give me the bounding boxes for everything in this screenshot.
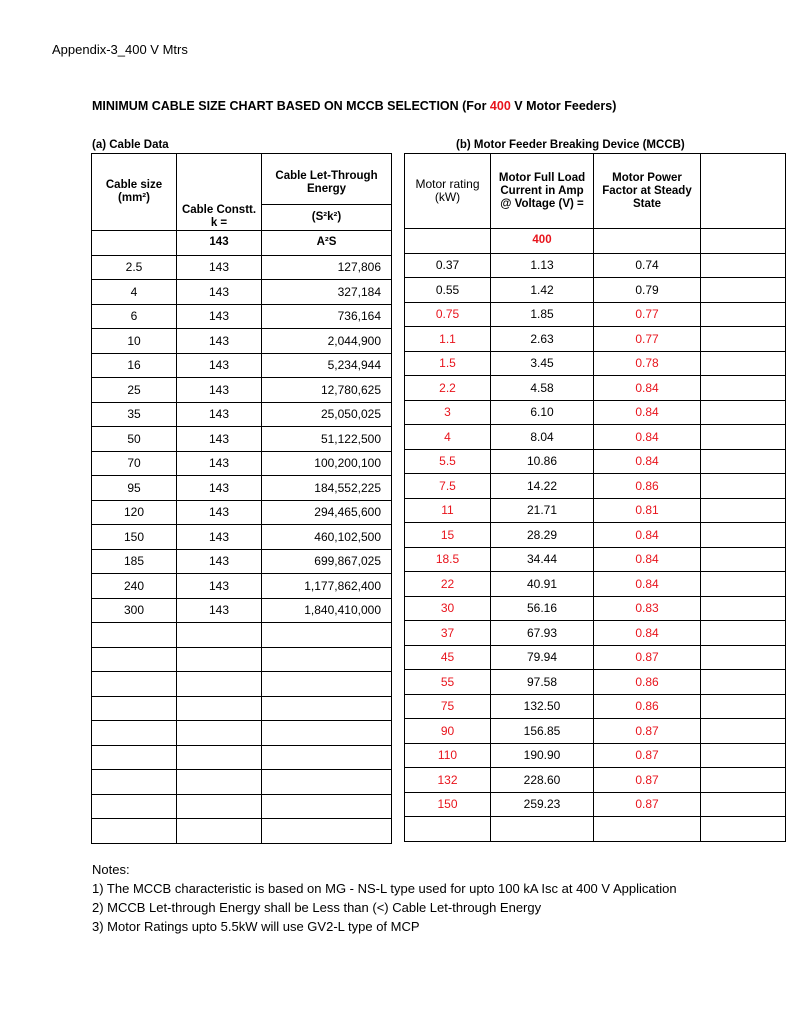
table-row	[405, 694, 786, 719]
cell-constant	[177, 672, 262, 697]
table-row	[92, 549, 392, 574]
cell-extra	[701, 449, 786, 474]
table-row	[92, 378, 392, 403]
cell-let-through-energy: 1,840,410,000	[262, 598, 392, 623]
cell-motor-rating: 18.5	[405, 547, 491, 572]
cell-power-factor: 0.86	[594, 694, 701, 719]
table-row	[405, 302, 786, 327]
cell-constant	[177, 819, 262, 844]
cell-full-load-current: 259.23	[491, 792, 594, 817]
header-constant-value: 143	[177, 231, 262, 256]
cell-constant: 143	[177, 598, 262, 623]
section-a-heading: (a) Cable Data	[92, 139, 169, 151]
table-row	[405, 376, 786, 401]
cell-let-through-energy	[262, 819, 392, 844]
table-row	[405, 670, 786, 695]
cell-extra	[701, 547, 786, 572]
table-row	[92, 476, 392, 501]
cell-constant: 143	[177, 476, 262, 501]
empty-row	[92, 696, 392, 721]
cell-cable-size: 185	[92, 549, 177, 574]
empty-row	[92, 623, 392, 648]
cell-motor-rating: 5.5	[405, 449, 491, 474]
cell-let-through-energy	[262, 696, 392, 721]
cell-extra	[701, 278, 786, 303]
cell-power-factor: 0.77	[594, 327, 701, 352]
cell-cable-size: 35	[92, 402, 177, 427]
header-motor-rating: Motor rating (kW)	[405, 154, 491, 229]
cell-constant	[177, 696, 262, 721]
cell-motor-rating: 2.2	[405, 376, 491, 401]
cell-cable-size: 16	[92, 353, 177, 378]
cell-power-factor: 0.84	[594, 547, 701, 572]
cell-motor-rating: 45	[405, 645, 491, 670]
cell-constant: 143	[177, 402, 262, 427]
cell-constant: 143	[177, 304, 262, 329]
cell-cable-size: 240	[92, 574, 177, 599]
header-voltage-value: 400	[491, 229, 594, 254]
cell-cable-size	[92, 623, 177, 648]
cell-cable-size: 2.5	[92, 255, 177, 280]
cell-power-factor: 0.87	[594, 768, 701, 793]
cell-power-factor: 0.79	[594, 278, 701, 303]
title-suffix: V Motor Feeders)	[510, 99, 617, 113]
cell-power-factor: 0.87	[594, 719, 701, 744]
cell-constant	[177, 721, 262, 746]
cell-constant: 143	[177, 451, 262, 476]
table-row	[92, 451, 392, 476]
cell-full-load-current: 28.29	[491, 523, 594, 548]
cell-full-load-current: 2.63	[491, 327, 594, 352]
cell-extra	[701, 596, 786, 621]
empty-row	[92, 794, 392, 819]
header-blank	[594, 229, 701, 254]
cell-let-through-energy	[262, 745, 392, 770]
cell-power-factor: 0.84	[594, 376, 701, 401]
header-let-through-energy: Cable Let-Through Energy	[262, 154, 392, 205]
cell-let-through-energy: 5,234,944	[262, 353, 392, 378]
cell-motor-rating: 132	[405, 768, 491, 793]
cell-let-through-energy: 1,177,862,400	[262, 574, 392, 599]
cell-cable-size: 95	[92, 476, 177, 501]
header-full-load-current: Motor Full Load Current in Amp @ Voltage (V) =	[491, 154, 594, 229]
cell-extra	[701, 253, 786, 278]
cell-power-factor: 0.81	[594, 498, 701, 523]
cell-extra	[701, 425, 786, 450]
table-row	[405, 498, 786, 523]
table-row	[405, 572, 786, 597]
table-row	[92, 329, 392, 354]
cell-motor-rating: 110	[405, 743, 491, 768]
section-b-heading: (b) Motor Feeder Breaking Device (MCCB)	[456, 139, 685, 151]
table-row	[92, 598, 392, 623]
table-row	[405, 792, 786, 817]
cell-power-factor: 0.74	[594, 253, 701, 278]
cell-motor-rating: 37	[405, 621, 491, 646]
empty-row	[92, 745, 392, 770]
cell-constant	[177, 623, 262, 648]
table-row	[405, 449, 786, 474]
cell-full-load-current: 10.86	[491, 449, 594, 474]
cell-motor-rating: 1.5	[405, 351, 491, 376]
cell-let-through-energy: 25,050,025	[262, 402, 392, 427]
cell-constant	[177, 647, 262, 672]
cell-extra	[701, 474, 786, 499]
table-row	[405, 621, 786, 646]
cell-let-through-energy: 51,122,500	[262, 427, 392, 452]
header-blank	[92, 231, 177, 256]
cell-cable-size: 300	[92, 598, 177, 623]
cell-full-load-current: 1.42	[491, 278, 594, 303]
table-row	[405, 768, 786, 793]
appendix-label: Appendix-3_400 V Mtrs	[52, 42, 188, 57]
cell-constant: 143	[177, 427, 262, 452]
cell-extra	[701, 523, 786, 548]
table-row	[92, 255, 392, 280]
cell-let-through-energy	[262, 770, 392, 795]
cell-cable-size: 50	[92, 427, 177, 452]
notes-block	[92, 860, 768, 936]
table-row	[405, 596, 786, 621]
table-row	[405, 253, 786, 278]
cell-cable-size	[92, 770, 177, 795]
cell-cable-size: 10	[92, 329, 177, 354]
cell-motor-rating: 30	[405, 596, 491, 621]
table-row	[405, 645, 786, 670]
cell-extra	[701, 792, 786, 817]
note-item: 3) Motor Ratings upto 5.5kW will use GV2-L type of MCP	[92, 919, 420, 934]
cell-let-through-energy: 2,044,900	[262, 329, 392, 354]
cell-extra	[701, 670, 786, 695]
note-item: 2) MCCB Let-through Energy shall be Less than (<) Cable Let-through Energy	[92, 900, 542, 915]
cell-motor-rating: 3	[405, 400, 491, 425]
cell-constant: 143	[177, 255, 262, 280]
cell-full-load-current: 97.58	[491, 670, 594, 695]
cell-full-load-current: 132.50	[491, 694, 594, 719]
cell-constant: 143	[177, 549, 262, 574]
cell-motor-rating: 15	[405, 523, 491, 548]
cell-power-factor	[594, 817, 701, 842]
cell-full-load-current: 156.85	[491, 719, 594, 744]
cell-let-through-energy: 100,200,100	[262, 451, 392, 476]
table-row	[92, 280, 392, 305]
header-energy-formula: (S²k²)	[262, 204, 392, 231]
cell-motor-rating: 7.5	[405, 474, 491, 499]
cell-motor-rating: 1.1	[405, 327, 491, 352]
table-row	[405, 400, 786, 425]
empty-row	[92, 647, 392, 672]
motor-feeder-table	[404, 153, 786, 842]
cell-extra	[701, 694, 786, 719]
cell-constant: 143	[177, 574, 262, 599]
cell-let-through-energy: 294,465,600	[262, 500, 392, 525]
cell-cable-size	[92, 745, 177, 770]
cell-extra	[701, 817, 786, 842]
cell-let-through-energy	[262, 672, 392, 697]
cell-full-load-current: 3.45	[491, 351, 594, 376]
cell-let-through-energy: 699,867,025	[262, 549, 392, 574]
cell-let-through-energy	[262, 794, 392, 819]
cell-full-load-current: 34.44	[491, 547, 594, 572]
cell-motor-rating: 75	[405, 694, 491, 719]
table-row	[92, 304, 392, 329]
table-row	[405, 743, 786, 768]
cell-power-factor: 0.84	[594, 523, 701, 548]
page-title	[92, 99, 616, 113]
cell-cable-size: 150	[92, 525, 177, 550]
notes-heading: Notes:	[92, 862, 130, 877]
cell-power-factor: 0.87	[594, 743, 701, 768]
cell-constant: 143	[177, 329, 262, 354]
header-constant: Cable Constt. k =	[177, 204, 262, 231]
cell-constant: 143	[177, 353, 262, 378]
header-cable-size: Cable size (mm²)	[92, 154, 177, 231]
header-blank	[701, 229, 786, 254]
table-row	[92, 525, 392, 550]
cell-constant: 143	[177, 280, 262, 305]
title-prefix: MINIMUM CABLE SIZE CHART BASED ON MCCB SELECTION (For	[92, 99, 490, 113]
cell-let-through-energy: 327,184	[262, 280, 392, 305]
cell-full-load-current: 228.60	[491, 768, 594, 793]
table-row	[92, 574, 392, 599]
cell-extra	[701, 400, 786, 425]
cell-full-load-current: 56.16	[491, 596, 594, 621]
header-constant-spacer	[177, 154, 262, 205]
header-extra-column	[701, 154, 786, 229]
cell-power-factor: 0.86	[594, 670, 701, 695]
cell-extra	[701, 743, 786, 768]
cell-power-factor: 0.84	[594, 572, 701, 597]
cell-motor-rating: 22	[405, 572, 491, 597]
cell-full-load-current: 40.91	[491, 572, 594, 597]
cell-motor-rating: 11	[405, 498, 491, 523]
table-row	[92, 353, 392, 378]
cell-extra	[701, 498, 786, 523]
cell-power-factor: 0.84	[594, 449, 701, 474]
cell-extra	[701, 645, 786, 670]
cell-constant	[177, 794, 262, 819]
cell-full-load-current: 190.90	[491, 743, 594, 768]
motor-table-viewport	[404, 153, 692, 843]
title-voltage: 400	[489, 99, 511, 113]
header-power-factor: Motor Power Factor at Steady State	[594, 154, 701, 229]
cell-power-factor: 0.77	[594, 302, 701, 327]
table-row	[405, 327, 786, 352]
cell-full-load-current	[491, 817, 594, 842]
cell-power-factor: 0.86	[594, 474, 701, 499]
cell-extra	[701, 621, 786, 646]
cell-motor-rating: 0.37	[405, 253, 491, 278]
cell-extra	[701, 719, 786, 744]
cell-power-factor: 0.84	[594, 400, 701, 425]
cell-full-load-current: 8.04	[491, 425, 594, 450]
table-row	[405, 351, 786, 376]
cell-power-factor: 0.84	[594, 621, 701, 646]
cell-motor-rating: 150	[405, 792, 491, 817]
cell-cable-size: 4	[92, 280, 177, 305]
cell-constant: 143	[177, 500, 262, 525]
table-row	[92, 427, 392, 452]
cell-motor-rating: 4	[405, 425, 491, 450]
empty-row	[92, 721, 392, 746]
cell-cable-size	[92, 794, 177, 819]
cell-power-factor: 0.87	[594, 645, 701, 670]
header-blank	[405, 229, 491, 254]
cell-let-through-energy	[262, 721, 392, 746]
table-row	[92, 402, 392, 427]
table-row	[405, 719, 786, 744]
cell-full-load-current: 67.93	[491, 621, 594, 646]
cable-data-table	[91, 153, 392, 844]
table-row	[405, 425, 786, 450]
cell-full-load-current: 6.10	[491, 400, 594, 425]
cell-let-through-energy: 12,780,625	[262, 378, 392, 403]
cell-let-through-energy: 460,102,500	[262, 525, 392, 550]
cell-extra	[701, 302, 786, 327]
cell-motor-rating: 0.55	[405, 278, 491, 303]
cell-full-load-current: 1.85	[491, 302, 594, 327]
cell-cable-size: 6	[92, 304, 177, 329]
cell-full-load-current: 1.13	[491, 253, 594, 278]
table-row	[405, 278, 786, 303]
cell-cable-size	[92, 647, 177, 672]
table-row	[92, 500, 392, 525]
cell-motor-rating	[405, 817, 491, 842]
cell-full-load-current: 79.94	[491, 645, 594, 670]
note-item: 1) The MCCB characteristic is based on MG - NS-L type used for upto 100 kA Isc at 400 V Application	[92, 881, 677, 896]
cell-let-through-energy: 736,164	[262, 304, 392, 329]
cell-extra	[701, 572, 786, 597]
header-energy-unit: A²S	[262, 231, 392, 256]
cell-cable-size: 70	[92, 451, 177, 476]
cell-cable-size: 25	[92, 378, 177, 403]
table-row	[405, 523, 786, 548]
cell-let-through-energy: 184,552,225	[262, 476, 392, 501]
cell-motor-rating: 90	[405, 719, 491, 744]
cell-power-factor: 0.84	[594, 425, 701, 450]
cell-cable-size	[92, 819, 177, 844]
cell-power-factor: 0.78	[594, 351, 701, 376]
empty-row	[405, 817, 786, 842]
cell-cable-size: 120	[92, 500, 177, 525]
cell-extra	[701, 376, 786, 401]
cell-constant: 143	[177, 378, 262, 403]
cell-cable-size	[92, 696, 177, 721]
cell-cable-size	[92, 721, 177, 746]
cell-full-load-current: 4.58	[491, 376, 594, 401]
empty-row	[92, 672, 392, 697]
cell-extra	[701, 768, 786, 793]
table-row	[405, 474, 786, 499]
cell-constant	[177, 745, 262, 770]
cell-power-factor: 0.87	[594, 792, 701, 817]
empty-row	[92, 819, 392, 844]
cell-let-through-energy	[262, 647, 392, 672]
empty-row	[92, 770, 392, 795]
cell-constant	[177, 770, 262, 795]
cell-extra	[701, 351, 786, 376]
cell-motor-rating: 0.75	[405, 302, 491, 327]
cell-power-factor: 0.83	[594, 596, 701, 621]
cell-constant: 143	[177, 525, 262, 550]
cell-motor-rating: 55	[405, 670, 491, 695]
cell-cable-size	[92, 672, 177, 697]
cell-let-through-energy	[262, 623, 392, 648]
cell-extra	[701, 327, 786, 352]
cell-full-load-current: 21.71	[491, 498, 594, 523]
cell-let-through-energy: 127,806	[262, 255, 392, 280]
cell-full-load-current: 14.22	[491, 474, 594, 499]
table-row	[405, 547, 786, 572]
